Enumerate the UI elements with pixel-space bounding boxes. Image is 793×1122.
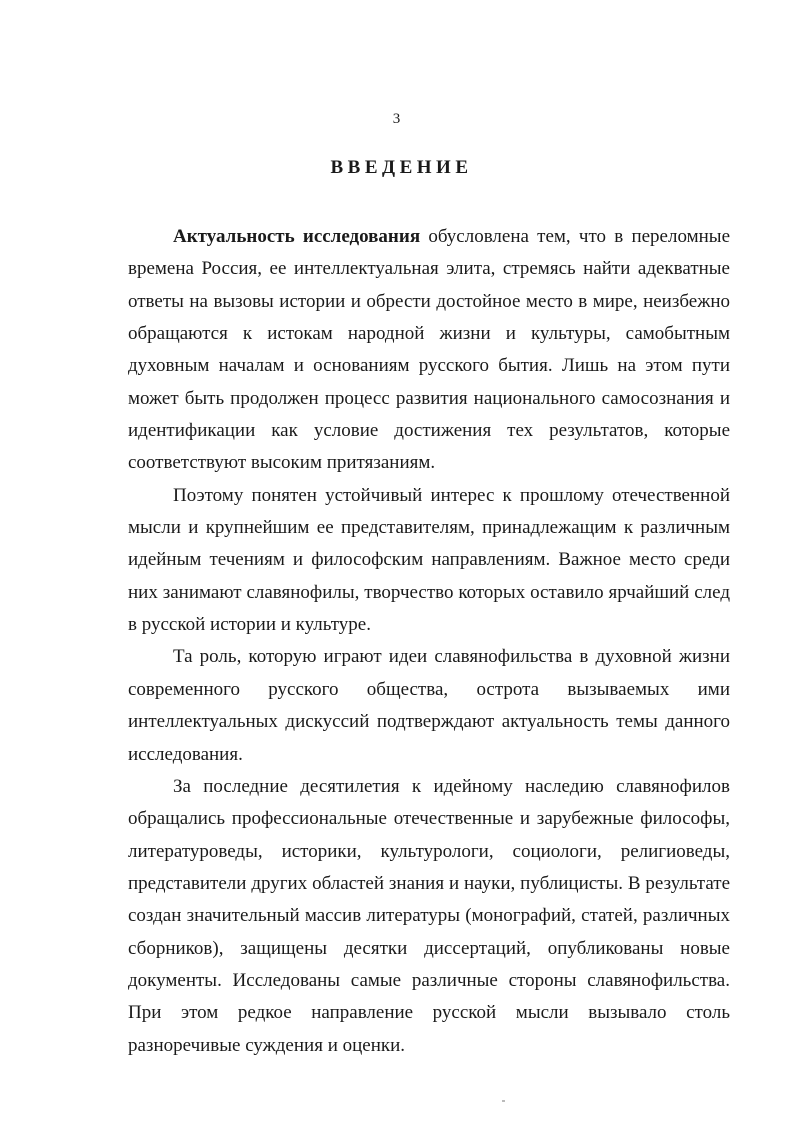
line-text: времена Россия, ее интеллектуальная элита, стремясь найти адекватные (128, 258, 730, 280)
text-line (128, 997, 730, 1029)
text-line (128, 965, 730, 997)
document-body (128, 221, 730, 1062)
line-text: представители других областей знания и науки, публицисты. В результате (128, 872, 730, 894)
text-line (128, 739, 730, 771)
text-line (128, 836, 730, 868)
line-text: идентификации как условие достижения тех результатов, которые (128, 420, 730, 442)
line-text: обращались профессиональные отечественные и зарубежные философы, (128, 808, 730, 830)
line-text: За последние десятилетия к идейному наследию славянофилов (173, 775, 730, 797)
line-text: интеллектуальных дискуссий подтверждают актуальность темы данного (128, 711, 730, 733)
text-line (128, 609, 730, 641)
text-line (128, 318, 730, 350)
line-text: современного русского общества, острота вызываемых ими (128, 678, 730, 700)
line-text: обусловлена тем, что в переломные (420, 226, 730, 247)
text-line (128, 480, 730, 512)
line-text: Поэтому понятен устойчивый интерес к прошлому отечественной (173, 484, 730, 506)
text-line (128, 286, 730, 318)
text-line (128, 415, 730, 447)
line-text: Та роль, которую играют идеи славянофильства в духовной жизни (173, 646, 730, 668)
line-text: может быть продолжен процесс развития национального самосознания и (128, 387, 730, 409)
line-text: документы. Исследованы самые различные стороны славянофильства. (128, 969, 730, 991)
line-text: создан значительный массив литературы (монографий, статей, различных (128, 905, 730, 927)
line-text: идейным течениям и философским направлениям. Важное место среди (128, 549, 730, 571)
text-line (128, 641, 730, 673)
line-text: в русской истории и культуре. (128, 614, 371, 636)
section-title: ВВЕДЕНИЕ (330, 157, 473, 178)
text-line (128, 447, 730, 479)
text-line (128, 544, 730, 576)
line-text: обращаются к истокам народной жизни и культуры, самобытным (128, 323, 730, 345)
text-line (128, 933, 730, 965)
paragraph (128, 480, 730, 642)
text-line (128, 577, 730, 609)
text-line (128, 868, 730, 900)
text-line (128, 771, 730, 803)
text-line (128, 1030, 730, 1062)
text-line (128, 512, 730, 544)
text-line (128, 900, 730, 932)
text-line (128, 674, 730, 706)
line-text: сборников), защищены десятки диссертаций, опубликованы новые (128, 937, 730, 959)
text-line (128, 221, 730, 253)
line-text: ответы на вызовы истории и обрести достойное место в мире, неизбежно (128, 290, 730, 312)
text-line (128, 350, 730, 382)
paragraph (128, 221, 730, 480)
line-text: исследования. (128, 743, 243, 765)
line-text: соответствуют высоким притязаниям. (128, 452, 436, 474)
text-line (128, 253, 730, 285)
line-text: мысли и крупнейшим ее представителям, принадлежащим к различным (128, 517, 730, 539)
text-line (128, 803, 730, 835)
line-text: литературоведы, историки, культурологи, социологи, религиоведы, (128, 840, 730, 862)
bold-lead: Актуальность исследования (173, 226, 421, 247)
scan-speck (502, 1100, 505, 1102)
line-text: них занимают славянофилы, творчество которых оставило ярчайший след (128, 581, 730, 603)
line-text: разноречивые суждения и оценки. (128, 1034, 406, 1056)
paragraph (128, 771, 730, 1062)
line-text: духовным началам и основаниям русского бытия. Лишь на этом пути (128, 355, 730, 377)
page-number: 3 (392, 111, 401, 127)
line-text: При этом редкое направление русской мысли вызывало столь (128, 1002, 730, 1024)
text-line (128, 383, 730, 415)
paragraph (128, 641, 730, 770)
text-line (128, 706, 730, 738)
